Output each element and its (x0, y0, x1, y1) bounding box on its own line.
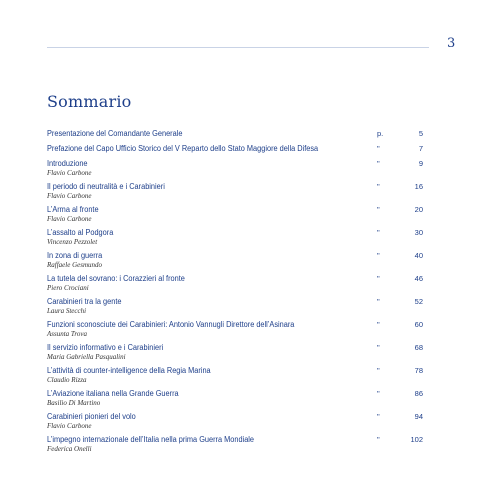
toc-entry-page-number: 16 (414, 182, 423, 191)
toc-entry-page-marker: " (377, 389, 380, 398)
toc-entry-page-number: 20 (414, 205, 423, 214)
toc-entry-author: Laura Stecchi (47, 307, 87, 315)
toc-entry-title: L’Aviazione italiana nella Grande Guerra (47, 389, 179, 398)
toc-entry-page-number: 94 (414, 412, 423, 421)
page-number: 3 (447, 36, 456, 51)
toc-entry-title: L’Arma al fronte (47, 205, 99, 214)
toc-entry[interactable] (47, 412, 427, 430)
toc-entry-page-marker: " (377, 159, 380, 168)
toc-entry-author: Maria Gabriella Pasqualini (47, 353, 126, 361)
toc-entry[interactable] (47, 435, 427, 453)
toc-entry-author: Flavio Carbone (47, 215, 92, 223)
toc-entry-page-number: 102 (410, 435, 423, 444)
toc-entry-page-number: 78 (414, 366, 423, 375)
toc-entry-page-marker: " (377, 274, 380, 283)
toc-entry-page-marker: " (377, 182, 380, 191)
toc-entry-author: Flavio Carbone (47, 192, 92, 200)
toc-entry-title: Il servizio informativo e i Carabinieri (47, 343, 164, 352)
toc-entry-title: Presentazione del Comandante Generale (47, 129, 183, 138)
toc-entry[interactable] (47, 228, 427, 246)
toc-entry-title: Il periodo di neutralità e i Carabinieri (47, 182, 165, 191)
toc-entry[interactable] (47, 389, 427, 407)
toc-entry-page-marker: " (377, 205, 380, 214)
toc-entry-title: L’attività di counter-intelligence della Regia Marina (47, 366, 211, 375)
header-rule (47, 47, 429, 48)
toc-entry[interactable] (47, 144, 427, 154)
toc-entry-page-number: 40 (414, 251, 423, 260)
toc-entry-page-number: 30 (414, 228, 423, 237)
toc-entry-title: L’assalto al Podgora (47, 228, 114, 237)
toc-entry-page-marker: " (377, 320, 380, 329)
toc-entry[interactable] (47, 297, 427, 315)
toc-entry-author: Assunta Trova (47, 330, 87, 338)
toc-entry-page-number: 7 (418, 144, 423, 153)
toc-entry-page-marker: " (377, 297, 380, 306)
toc-entry-author: Flavio Carbone (47, 422, 92, 430)
toc-entry-author: Raffaele Gesmundo (47, 261, 103, 269)
toc-entry-author: Federica Onelli (47, 445, 92, 453)
toc-entry[interactable] (47, 129, 427, 139)
toc-entry-title: La tutela del sovrano: i Corazzieri al fronte (47, 274, 185, 283)
toc-entry-page-marker: p. (377, 129, 384, 138)
toc-entry-author: Flavio Carbone (47, 169, 92, 177)
toc-entry-page-number: 60 (414, 320, 423, 329)
table-of-contents (47, 129, 427, 458)
toc-entry-page-marker: " (377, 412, 380, 421)
toc-entry-page-number: 5 (418, 129, 423, 138)
toc-entry-page-number: 46 (414, 274, 423, 283)
toc-entry-title: Prefazione del Capo Ufficio Storico del V Reparto dello Stato Maggiore della Difesa (47, 144, 319, 153)
toc-entry-title: Carabinieri pionieri del volo (47, 412, 136, 421)
toc-entry[interactable] (47, 320, 427, 338)
toc-entry-author: Piero Crociani (47, 284, 89, 292)
toc-entry[interactable] (47, 366, 427, 384)
toc-entry[interactable] (47, 182, 427, 200)
toc-entry-title: L’impegno internazionale dell’Italia nella prima Guerra Mondiale (47, 435, 255, 444)
toc-entry-title: Introduzione (47, 159, 88, 168)
toc-entry-page-marker: " (377, 366, 380, 375)
toc-entry-page-number: 86 (414, 389, 423, 398)
toc-entry[interactable] (47, 343, 427, 361)
toc-entry-author: Claudio Rizza (47, 376, 87, 384)
toc-entry-author: Vincenzo Pezzolet (47, 238, 98, 246)
toc-entry-page-marker: " (377, 144, 380, 153)
toc-entry[interactable] (47, 205, 427, 223)
toc-entry-page-number: 52 (414, 297, 423, 306)
toc-entry[interactable] (47, 251, 427, 269)
toc-entry-title: In zona di guerra (47, 251, 103, 260)
page-title: Sommario (47, 92, 132, 111)
toc-entry-page-marker: " (377, 343, 380, 352)
toc-entry-title: Funzioni sconosciute dei Carabinieri: Antonio Vannugli Direttore dell’Asinara (47, 320, 295, 329)
toc-entry-title: Carabinieri tra la gente (47, 297, 122, 306)
toc-entry-page-marker: " (377, 251, 380, 260)
toc-entry-page-number: 9 (418, 159, 423, 168)
toc-entry-author: Basilio Di Martino (47, 399, 101, 407)
toc-entry-page-marker: " (377, 228, 380, 237)
toc-entry-page-marker: " (377, 435, 380, 444)
toc-entry[interactable] (47, 159, 427, 177)
toc-entry-page-number: 68 (414, 343, 423, 352)
toc-entry[interactable] (47, 274, 427, 292)
